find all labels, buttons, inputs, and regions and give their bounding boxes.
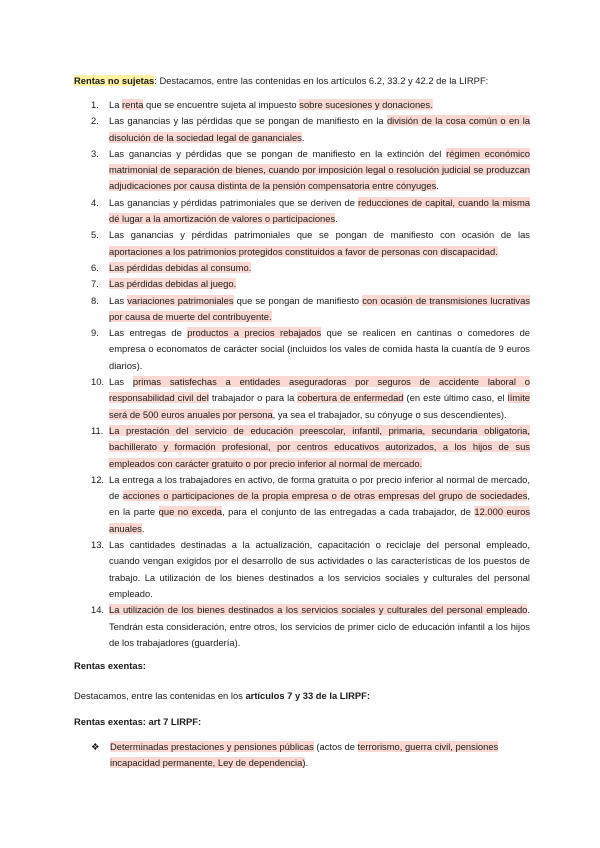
list-item (74, 146, 530, 195)
list-item-number: 1. (91, 99, 99, 110)
list-item (74, 423, 530, 472)
list-item (74, 276, 530, 292)
list-item-number: 6. (91, 261, 99, 273)
body-text: . (436, 180, 439, 192)
body-text: . (305, 757, 309, 769)
highlighted-text: cobertura de enfermedad (297, 392, 404, 404)
rentas-exentas-heading: Rentas exentas: (74, 660, 146, 671)
highlighted-text: régimen económico matrimonial de separación de bienes, cuando por imposición legal o resolución judicial se produzcan adjudicaciones por causa distinta de la pensión compensatoria entre cónyuges (109, 147, 531, 192)
body-text: Las cantidades destinadas a la actualización, capacitación o reciclaje del personal empleado, cuando vengan exigidos por el desarrollo de sus actividades o las características de los puestos de trabajo. La utilización de los bienes destinados a los servicios sociales y culturales del personal empleado. (109, 539, 530, 599)
list-item-number: 8. (91, 294, 99, 306)
intro-paragraph (74, 73, 534, 89)
list-item-number: 13. (91, 539, 105, 551)
bullet-item-prestaciones (110, 739, 530, 772)
highlighted-text: reducciones de capital, cuando la misma dé lugar a la amortización de valores o participaciones (109, 196, 530, 225)
body-text: que se realicen en cantinas o comedores de empresa o economatos de carácter social (incluidos los vales de comida hasta la cuantía de 9 euros diarios). (109, 327, 530, 371)
list-item-number: 2. (91, 115, 99, 127)
highlighted-text: con ocasión de transmisiones lucrativas por causa de muerte del contribuyente. (109, 294, 530, 322)
intro-text: : Destacamos, entre las contenidas en los artículos 6.2, 33.2 y 42.2 de la LIRPF: (154, 75, 489, 86)
list-item (74, 113, 530, 146)
body-text: que se pongan de manifiesto (233, 294, 363, 306)
list-item-number: 12. (91, 473, 105, 485)
highlighted-text: Las pérdidas debidas al consumo. (109, 261, 252, 273)
list-item (74, 293, 530, 326)
highlighted-text: que no exceda (158, 506, 222, 518)
list-item-number: 14. (91, 604, 105, 616)
highlighted-text: La prestación del servicio de educación preescolar, infantil, primaria, secundaria obligatoria, bachillerato y formación profesional, por centros educativos autorizados, a los hijos de sus empleados con carácter gratuito o por precio inferior al normal de mercado. (109, 424, 530, 469)
body-text: La (109, 99, 123, 110)
highlighted-text: límite será de 500 euros anuales por persona (109, 392, 531, 420)
list-item-number: 10. (91, 376, 105, 388)
list-item (74, 325, 530, 374)
body-text: , ya sea el trabajador, su cónyuge o sus descendientes). (272, 408, 507, 420)
list-item-number: 9. (91, 327, 99, 339)
destacamos-text: Destacamos, entre las contenidas en los (74, 690, 246, 701)
body-text: (en este último caso, el (403, 392, 508, 404)
list-item-number: 7. (91, 278, 99, 290)
art7-heading: Rentas exentas: art 7 LIRPF: (74, 716, 202, 727)
body-text: La entrega a los trabajadores en activo, de forma gratuita o por precio inferior al normal de mercado, de (109, 473, 530, 502)
list-item-number: 5. (91, 229, 99, 241)
list-item-number: 11. (91, 424, 104, 436)
list-item-number: 4. (91, 196, 99, 208)
body-text: que se encuentre sujeta al impuesto (143, 99, 300, 110)
body-text: . (335, 213, 338, 225)
body-text: trabajador o para la (208, 392, 298, 404)
highlighted-text: terrorismo, guerra civil, pensiones incapacidad permanente, Ley de dependencia) (110, 741, 499, 769)
body-text: . (301, 131, 305, 143)
highlighted-text: primas satisfechas a entidades aseguradoras por seguros de accidente laboral o responsabilidad civil del (109, 376, 530, 404)
highlighted-text: renta (122, 99, 144, 110)
diamond-bullet-icon: ❖ (91, 741, 100, 752)
list-item-number: 3. (91, 147, 99, 159)
body-text: , para el conjunto de las entregadas a cada trabajador, de (221, 506, 475, 518)
list-item (74, 602, 530, 651)
body-text: Las entregas de (109, 327, 188, 339)
body-text: . Tendrán esta consideración, entre otros, los servicios de primer ciclo de educación infantil a los hijos de los trabajadores (guardería). (109, 604, 530, 648)
highlighted-text: división de la cosa común o en la disolución de la sociedad legal de gananciales (109, 115, 530, 143)
body-text: Las ganancias y pérdidas que se pongan de manifiesto en la extinción del (109, 147, 447, 159)
highlighted-text: sobre sucesiones y donaciones. (299, 99, 433, 110)
intro-label: Rentas no sujetas (74, 75, 155, 86)
body-text: Las ganancias y pérdidas patrimoniales que se pongan de manifiesto con ocasión de las (109, 229, 530, 241)
highlighted-text: productos a precios rebajados (187, 327, 322, 339)
body-text: Las ganancias y las pérdidas que se pongan de manifiesto en la (109, 115, 387, 127)
highlighted-text: variaciones patrimoniales (127, 294, 234, 306)
rentas-no-sujetas-list (74, 97, 530, 651)
list-item (74, 195, 530, 228)
highlighted-text: 12.000 euros anuales (109, 506, 530, 534)
list-item (74, 97, 530, 113)
body-text: . (141, 522, 145, 534)
list-item (74, 537, 530, 602)
destacamos-articles: artículos 7 y 33 de la LIRPF: (245, 690, 370, 701)
body-text: (actos de (313, 741, 358, 752)
body-text: Las (109, 376, 133, 388)
highlighted-text: aportaciones a los patrimonios protegidos constituidos a favor de personas con discapacidad. (109, 245, 498, 257)
list-item (74, 260, 530, 276)
destacamos-paragraph (74, 688, 534, 704)
highlighted-text: Determinadas prestaciones y pensiones públicas (110, 741, 314, 752)
body-text: Las ganancias y pérdidas patrimoniales que se deriven de (109, 196, 359, 208)
body-text: Las (109, 294, 128, 306)
body-text: , en la parte (109, 490, 530, 518)
list-item (74, 374, 530, 423)
list-item (74, 227, 530, 260)
highlighted-text: acciones o participaciones de la propia empresa o de otras empresas del grupo de sociedades (122, 490, 528, 502)
highlighted-text: Las pérdidas debidas al juego. (109, 278, 237, 290)
highlighted-text: La utilización de los bienes destinados a los servicios sociales y culturales del personal empleado (109, 604, 528, 616)
list-item (74, 472, 530, 537)
